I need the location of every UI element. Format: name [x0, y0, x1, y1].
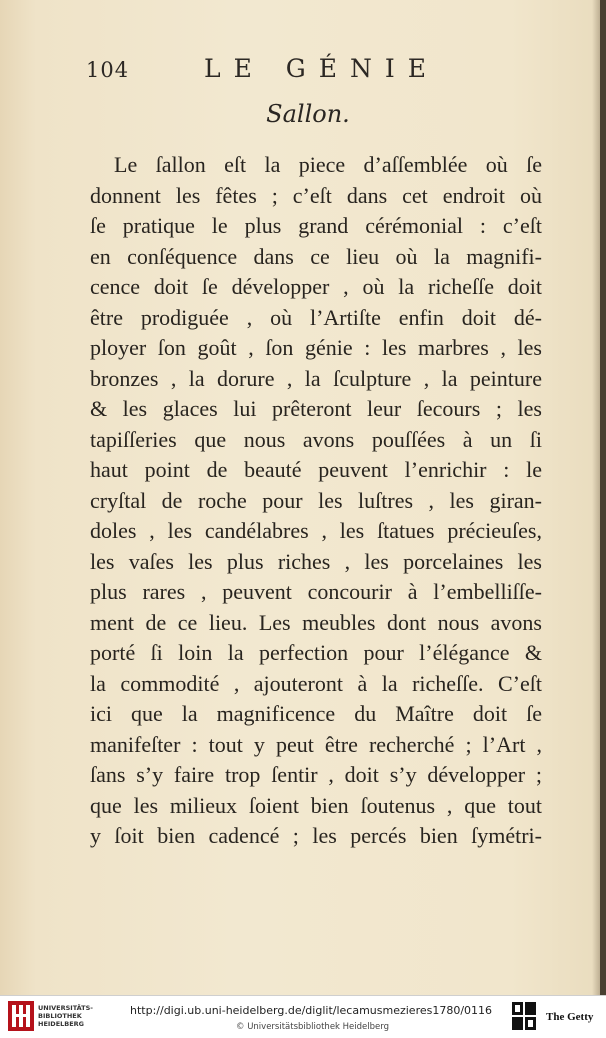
page-edge-shadow — [600, 0, 606, 995]
text-line: haut point de beauté peuvent l’enrichir : le — [90, 457, 542, 482]
text-line: cryſtal de roche pour les luſtres , les giran- — [90, 487, 542, 513]
copyright-notice: © Universitätsbibliothek Heidelberg — [236, 1022, 390, 1032]
text-line: ment de ce lieu. Les meubles dont nous avons — [90, 609, 542, 635]
getty-logo-icon — [510, 1000, 538, 1032]
source-url-link[interactable]: http://digi.ub.uni-heidelberg.de/diglit/lecamusmezieres1780/0116 — [130, 1004, 493, 1017]
heidelberg-library-logo-icon — [8, 1001, 34, 1031]
text-line: que les milieux ſoient bien ſoutenus , que tout — [90, 792, 542, 818]
text-line: tapiſſeries que nous avons pouſſées à un ſi — [90, 426, 542, 452]
text-line: cence doit ſe développer , où la richeſſe doit — [90, 274, 542, 299]
text-line: donnent les fêtes ; c’eſt dans cet endroit où — [90, 182, 542, 208]
text-line: les vaſes les plus riches , les porcelaines les — [90, 548, 542, 574]
text-line: porté ſi loin la perfection pour l’élégance & — [90, 640, 542, 665]
library-name — [38, 1004, 93, 1028]
section-heading: Sallon. — [266, 100, 350, 128]
text-line: en conſéquence dans ce lieu où la magnifi- — [90, 243, 542, 269]
library-name-line: UNIVERSITÄTS- — [38, 1004, 93, 1012]
library-name-line: BIBLIOTHEK — [38, 1012, 82, 1020]
text-line: bronzes , la dorure , la ſculpture , la peinture — [90, 365, 542, 391]
text-line: & les glaces lui prêteront leur ſecours ; les — [90, 396, 542, 421]
running-title: LE GÉNIE — [204, 54, 440, 83]
text-line: ployer ſon goût , ſon génie : les marbres , les — [90, 335, 542, 360]
text-line: ſe pratique le plus grand cérémonial : c’eſt — [90, 213, 542, 238]
text-line: la commodité , ajouteront à la richeſſe. C’eſt — [90, 670, 542, 696]
library-name-line: HEIDELBERG — [38, 1020, 85, 1028]
text-line: ſans s’y faire trop ſentir , doit s’y développer ; — [90, 762, 542, 787]
text-line: Le ſallon eſt la piece d’aſſemblée où ſe — [114, 152, 542, 177]
text-line: manifeſter : tout y peut être recherché ; l’Art , — [90, 731, 542, 757]
page-number: 104 — [86, 58, 130, 82]
getty-label: The Getty — [546, 1011, 594, 1023]
footer-bar — [0, 995, 606, 1038]
text-line: être prodiguée , où l’Artiſte enfin doit dé- — [90, 304, 542, 330]
running-head — [86, 52, 546, 88]
text-line: doles , les candélabres , les ſtatues précieuſes, — [90, 518, 542, 543]
text-line: plus rares , peuvent concourir à l’embelliſſe- — [90, 579, 542, 604]
body-text — [90, 150, 542, 852]
text-line: ici que la magnificence du Maître doit ſe — [90, 701, 542, 726]
text-line: y ſoit bien cadencé ; les percés bien ſymétri- — [90, 823, 542, 848]
